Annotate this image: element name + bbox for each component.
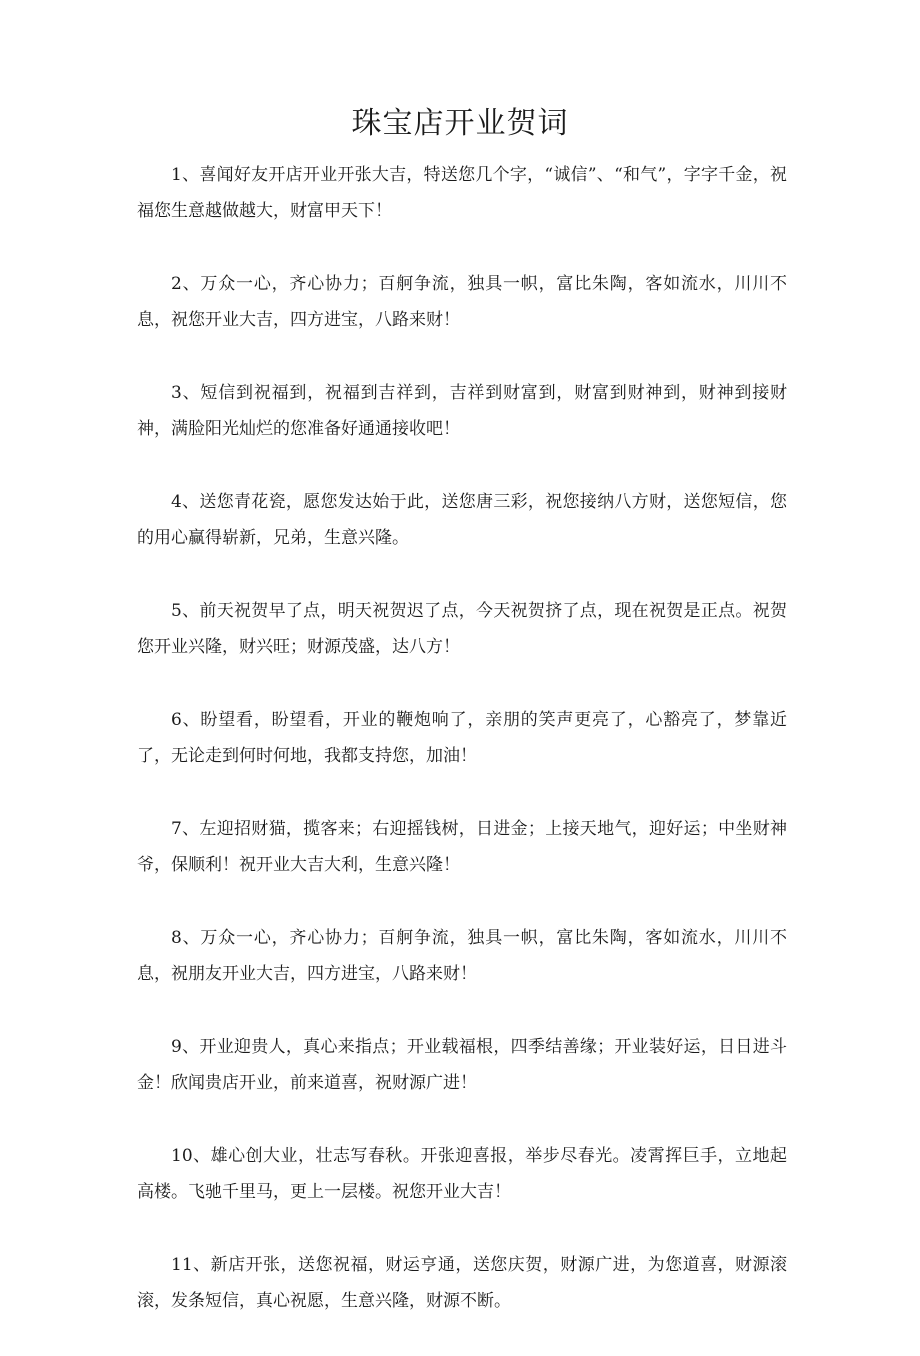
list-item (137, 1247, 787, 1319)
item-text: 开业迎贵人，真心来指点；开业载福根，四季结善缘；开业装好运，日日进斗金！欣闻贵店开业，前来道喜，祝财源广进！ (137, 1037, 787, 1093)
item-text: 盼望看，盼望看，开业的鞭炮响了，亲朋的笑声更亮了，心豁亮了，梦靠近了，无论走到何时何地，我都支持您，加油！ (137, 710, 787, 766)
list-item (137, 593, 787, 665)
item-number: 9、 (171, 1037, 200, 1057)
item-number: 4、 (171, 492, 200, 512)
item-number: 10、 (171, 1146, 211, 1166)
list-item (137, 1138, 787, 1210)
item-text: 雄心创大业，壮志写春秋。开张迎喜报，举步尽春光。凌霄挥巨手，立地起高楼。飞驰千里马，更上一层楼。祝您开业大吉！ (137, 1146, 788, 1202)
document-title: 珠宝店开业贺词 (351, 106, 569, 141)
list-item (137, 266, 787, 338)
item-number: 8、 (171, 928, 201, 948)
list-item (137, 375, 787, 447)
list-item (137, 484, 787, 556)
item-number: 5、 (171, 601, 200, 621)
item-text: 短信到祝福到，祝福到吉祥到，吉祥到财富到，财富到财神到，财神到接财神，满脸阳光灿烂的您准备好通通接收吧！ (137, 383, 787, 439)
list-item (137, 920, 787, 992)
item-text: 万众一心，齐心协力；百舸争流，独具一帜，富比朱陶，客如流水，川川不息，祝朋友开业大吉，四方进宝，八路来财！ (137, 928, 787, 984)
list-item (137, 811, 787, 883)
item-text: 新店开张，送您祝福，财运亨通，送您庆贺，财源广进，为您道喜，财源滚滚，发条短信，真心祝愿，生意兴隆，财源不断。 (137, 1255, 788, 1311)
list-item (137, 1029, 787, 1101)
item-number: 2、 (171, 274, 201, 294)
item-number: 3、 (171, 383, 201, 403)
item-number: 7、 (171, 819, 200, 839)
list-item (137, 157, 787, 229)
item-number: 6、 (171, 710, 201, 730)
item-number: 1、 (171, 165, 200, 185)
blessing-list (137, 157, 787, 1356)
list-item (137, 702, 787, 774)
item-text: 左迎招财猫，揽客来；右迎摇钱树，日进金；上接天地气，迎好运；中坐财神爷，保顺利！祝开业大吉大利，生意兴隆！ (137, 819, 787, 875)
item-text: 送您青花瓷，愿您发达始于此，送您唐三彩，祝您接纳八方财，送您短信，您的用心赢得崭新，兄弟，生意兴隆。 (137, 492, 787, 548)
item-text: 前天祝贺早了点，明天祝贺迟了点，今天祝贺挤了点，现在祝贺是正点。祝贺您开业兴隆，财兴旺；财源茂盛，达八方！ (137, 601, 787, 657)
item-text: 万众一心，齐心协力；百舸争流，独具一帜，富比朱陶，客如流水，川川不息，祝您开业大吉，四方进宝，八路来财！ (137, 274, 787, 330)
item-number: 11、 (171, 1255, 211, 1275)
item-text: 喜闻好友开店开业开张大吉，特送您几个字，“诚信”、“和气”，字字千金，祝福您生意越做越大，财富甲天下！ (137, 165, 787, 221)
